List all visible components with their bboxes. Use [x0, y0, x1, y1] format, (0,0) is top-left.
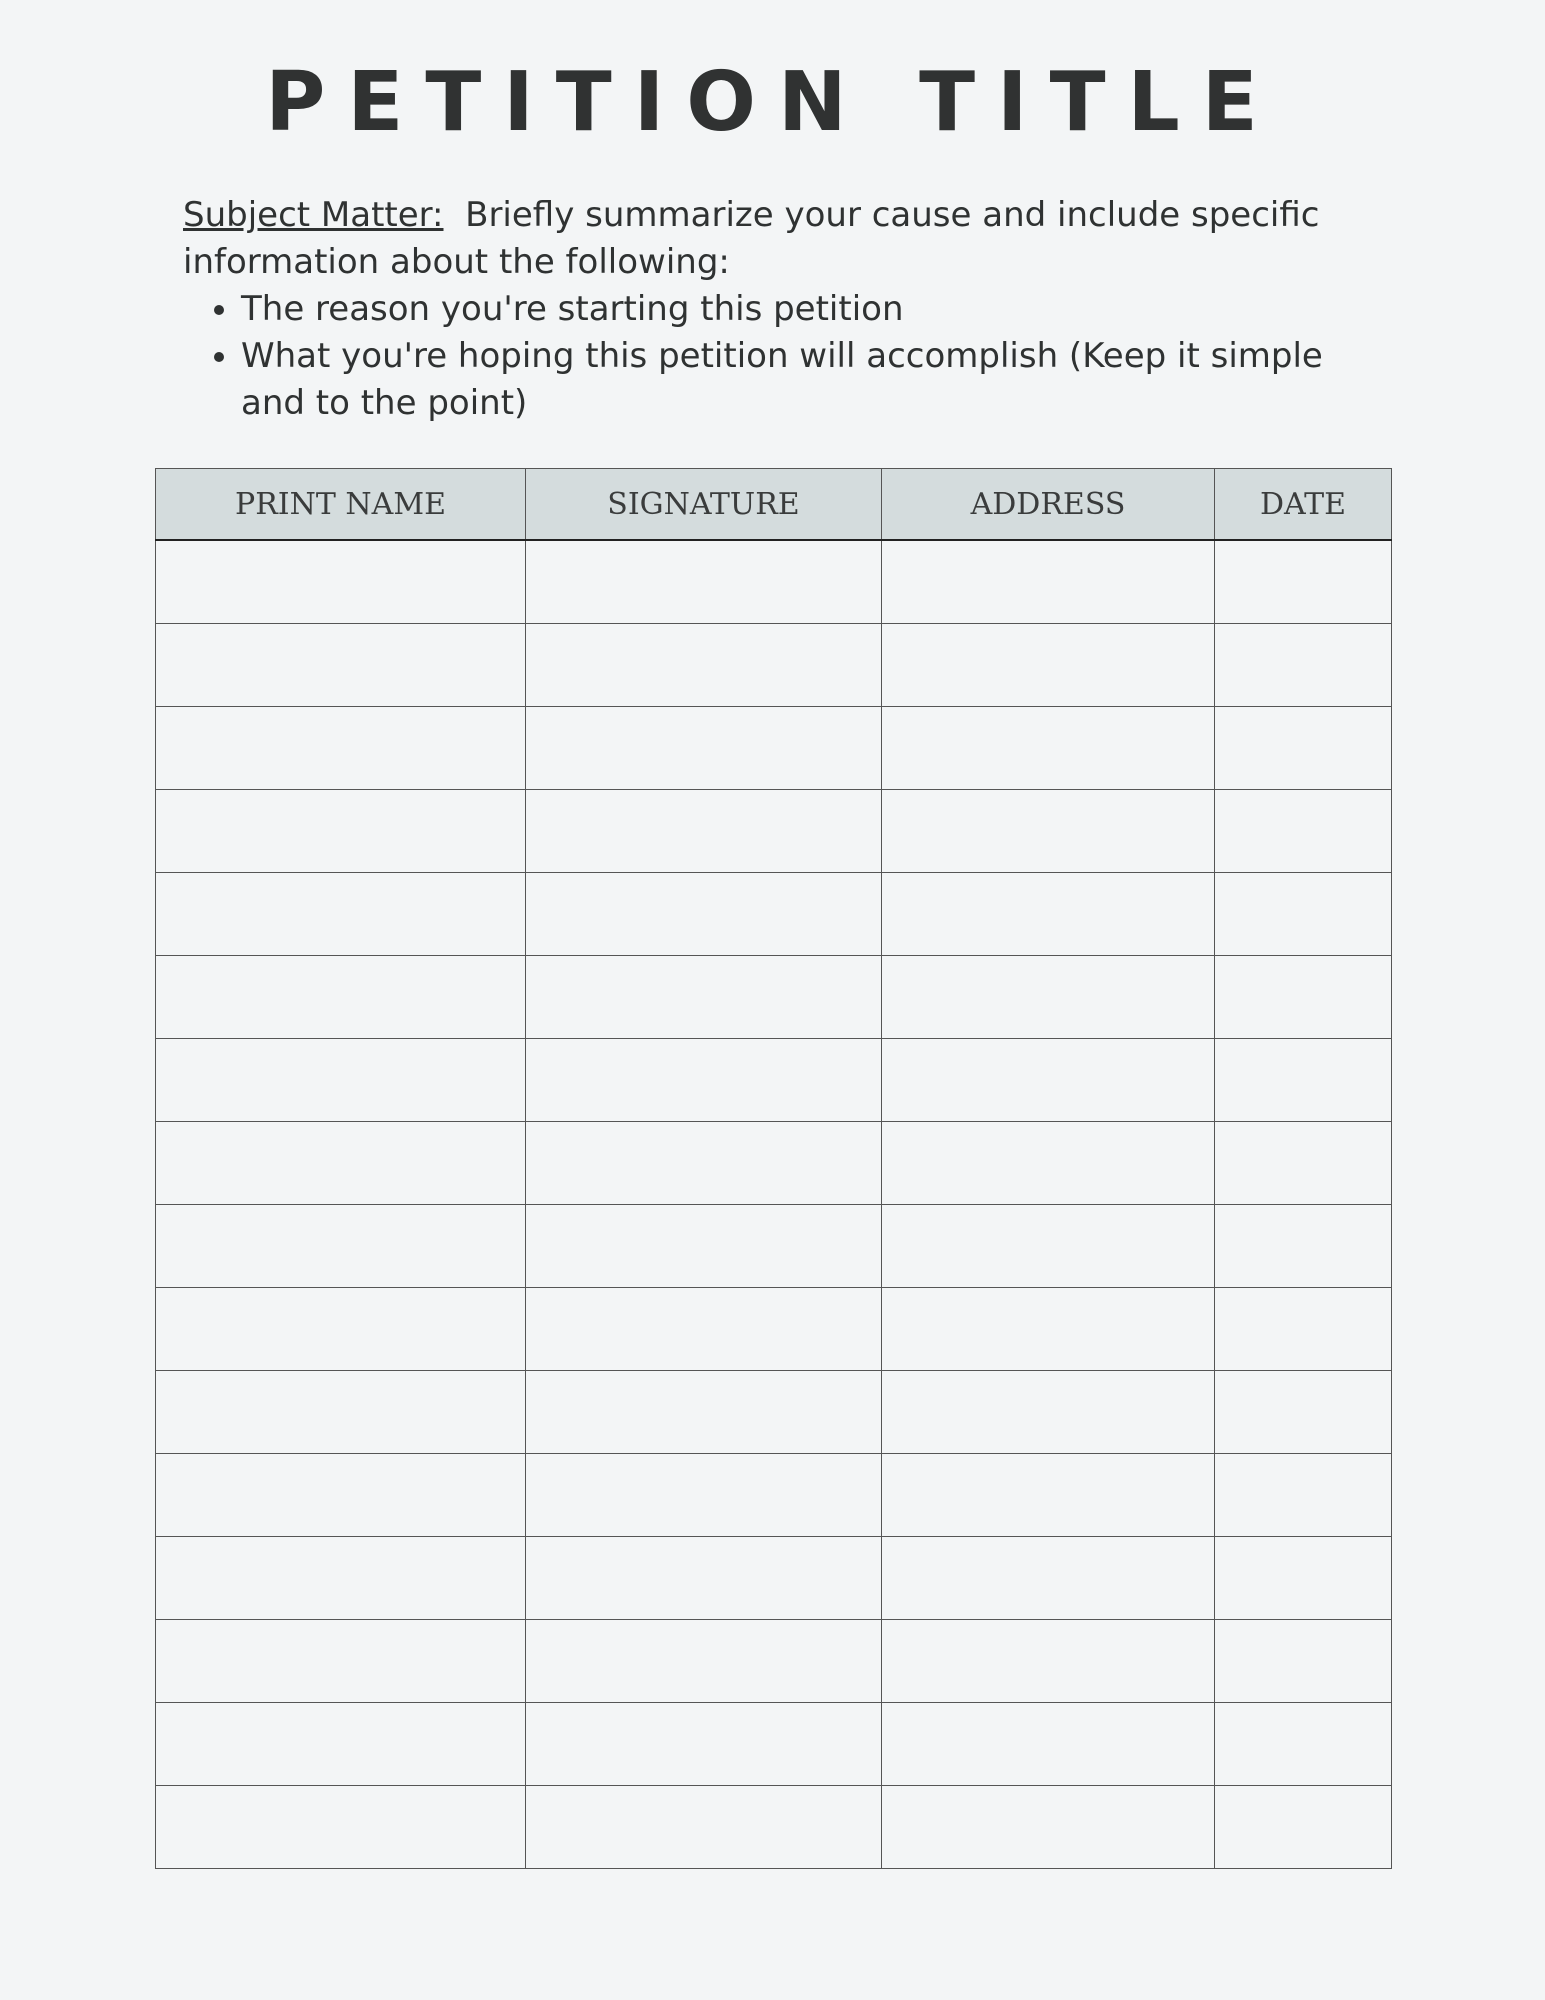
cell-signature[interactable] [526, 1620, 882, 1703]
cell-signature[interactable] [526, 707, 882, 790]
table-row [156, 1703, 1392, 1786]
header-date: DATE [1215, 469, 1392, 541]
table-row [156, 1620, 1392, 1703]
table-row [156, 956, 1392, 1039]
header-print-name: PRINT NAME [156, 469, 526, 541]
cell-date[interactable] [1215, 873, 1392, 956]
cell-address[interactable] [882, 1620, 1215, 1703]
cell-date[interactable] [1215, 1537, 1392, 1620]
cell-signature[interactable] [526, 540, 882, 624]
cell-signature[interactable] [526, 790, 882, 873]
cell-address[interactable] [882, 1454, 1215, 1537]
cell-print-name[interactable] [156, 1537, 526, 1620]
table-row [156, 624, 1392, 707]
cell-date[interactable] [1215, 1454, 1392, 1537]
cell-address[interactable] [882, 707, 1215, 790]
cell-print-name[interactable] [156, 873, 526, 956]
cell-print-name[interactable] [156, 1454, 526, 1537]
table-row [156, 1288, 1392, 1371]
cell-signature[interactable] [526, 956, 882, 1039]
cell-date[interactable] [1215, 1205, 1392, 1288]
subject-label: Subject Matter: [183, 195, 444, 235]
cell-print-name[interactable] [156, 956, 526, 1039]
table-row [156, 1039, 1392, 1122]
cell-signature[interactable] [526, 1122, 882, 1205]
cell-date[interactable] [1215, 540, 1392, 624]
cell-address[interactable] [882, 540, 1215, 624]
cell-print-name[interactable] [156, 790, 526, 873]
cell-address[interactable] [882, 790, 1215, 873]
cell-signature[interactable] [526, 624, 882, 707]
cell-address[interactable] [882, 1786, 1215, 1869]
table-row [156, 873, 1392, 956]
cell-signature[interactable] [526, 1371, 882, 1454]
table-row [156, 1371, 1392, 1454]
table-row [156, 1537, 1392, 1620]
cell-print-name[interactable] [156, 707, 526, 790]
cell-signature[interactable] [526, 1039, 882, 1122]
cell-date[interactable] [1215, 1288, 1392, 1371]
table-body [156, 540, 1392, 1869]
cell-signature[interactable] [526, 1205, 882, 1288]
cell-date[interactable] [1215, 1703, 1392, 1786]
cell-date[interactable] [1215, 1122, 1392, 1205]
cell-address[interactable] [882, 1122, 1215, 1205]
cell-date[interactable] [1215, 624, 1392, 707]
bullet-item: • The reason you're starting this petition [241, 286, 1383, 333]
cell-print-name[interactable] [156, 624, 526, 707]
cell-address[interactable] [882, 1039, 1215, 1122]
bullet-item: • What you're hoping this petition will accomplish (Keep it simple and to the point) [241, 333, 1383, 427]
cell-date[interactable] [1215, 1371, 1392, 1454]
subject-text: Briefly summarize your cause and include specific information about the following: [183, 195, 1320, 282]
cell-signature[interactable] [526, 1288, 882, 1371]
cell-date[interactable] [1215, 1039, 1392, 1122]
cell-address[interactable] [882, 1703, 1215, 1786]
intro-block [183, 192, 1383, 427]
cell-signature[interactable] [526, 1786, 882, 1869]
subject-paragraph [183, 192, 1383, 286]
cell-address[interactable] [882, 1371, 1215, 1454]
cell-date[interactable] [1215, 956, 1392, 1039]
cell-print-name[interactable] [156, 1620, 526, 1703]
cell-print-name[interactable] [156, 1039, 526, 1122]
header-address: ADDRESS [882, 469, 1215, 541]
header-signature: SIGNATURE [526, 469, 882, 541]
cell-date[interactable] [1215, 1620, 1392, 1703]
signature-table [155, 468, 1392, 1869]
cell-address[interactable] [882, 624, 1215, 707]
cell-address[interactable] [882, 1537, 1215, 1620]
cell-print-name[interactable] [156, 1205, 526, 1288]
table-row [156, 1786, 1392, 1869]
table-row [156, 1122, 1392, 1205]
cell-print-name[interactable] [156, 1288, 526, 1371]
cell-date[interactable] [1215, 1786, 1392, 1869]
table-row [156, 1454, 1392, 1537]
cell-print-name[interactable] [156, 1371, 526, 1454]
table-row [156, 1205, 1392, 1288]
table-row [156, 790, 1392, 873]
table-row [156, 540, 1392, 624]
cell-print-name[interactable] [156, 540, 526, 624]
cell-print-name[interactable] [156, 1786, 526, 1869]
table-header-row [156, 469, 1392, 541]
cell-signature[interactable] [526, 1454, 882, 1537]
cell-signature[interactable] [526, 873, 882, 956]
table-row [156, 707, 1392, 790]
page-title: PETITION TITLE [265, 55, 1280, 150]
cell-address[interactable] [882, 1288, 1215, 1371]
bullet-list [183, 286, 1383, 427]
cell-signature[interactable] [526, 1703, 882, 1786]
cell-date[interactable] [1215, 790, 1392, 873]
cell-date[interactable] [1215, 707, 1392, 790]
cell-signature[interactable] [526, 1537, 882, 1620]
cell-print-name[interactable] [156, 1122, 526, 1205]
cell-print-name[interactable] [156, 1703, 526, 1786]
cell-address[interactable] [882, 1205, 1215, 1288]
cell-address[interactable] [882, 956, 1215, 1039]
cell-address[interactable] [882, 873, 1215, 956]
